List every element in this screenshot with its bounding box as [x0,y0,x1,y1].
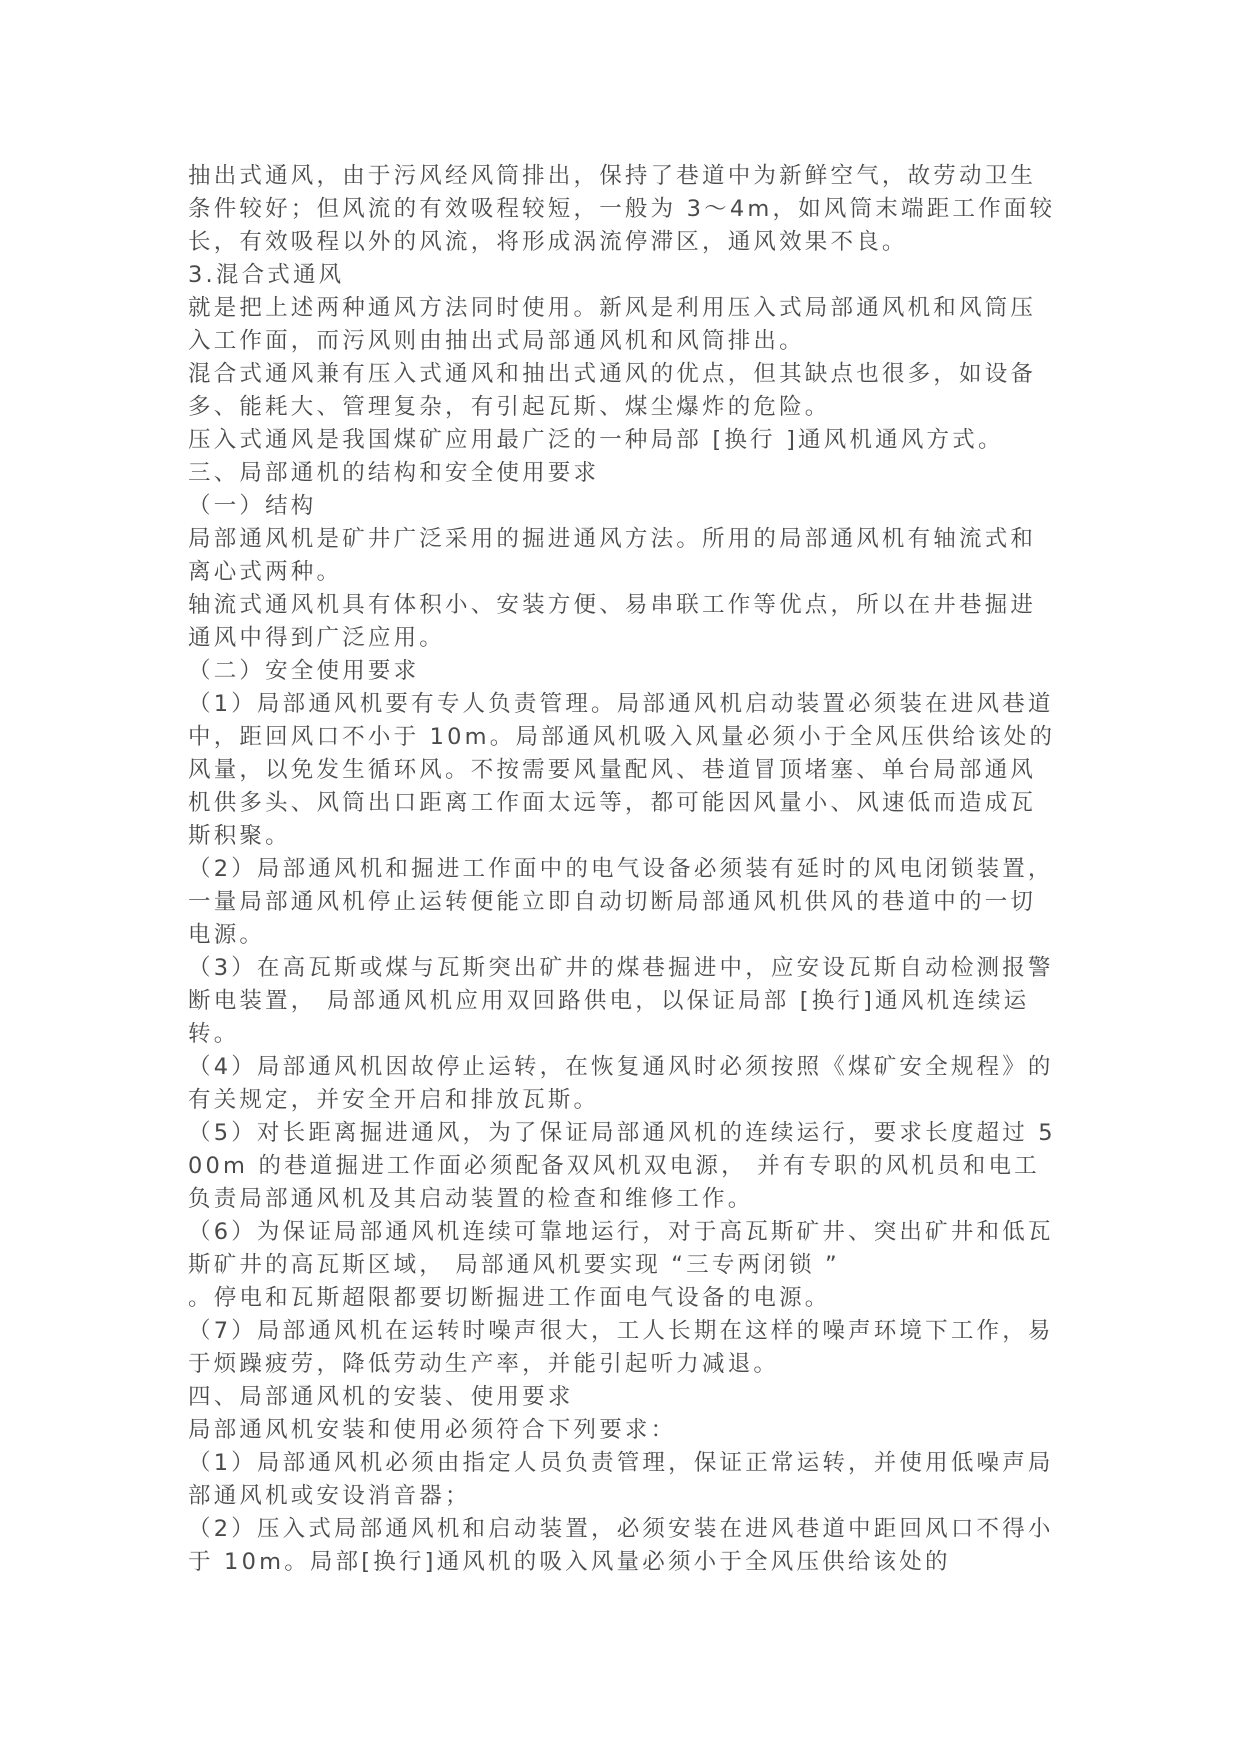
document-body [188,160,1058,1579]
paragraph-axial-fan: 轴流式通风机具有体积小、安装方便、易串联工作等优点，所以在井巷掘进通风中得到广泛应用。 [188,592,1037,651]
paragraph-requirement-3: （3）在高瓦斯或煤与瓦斯突出矿井的煤巷掘进中，应安设瓦斯自动检测报警断电装置， 局部通风机应用双回路供电，以保证局部 [换行]通风机连续运转。 [188,955,1054,1047]
paragraph-requirement-5: （5）对长距离掘进通风，为了保证局部通风机的连续运行，要求长度超过 500m 的巷道掘进工作面必须配备双风机双电源， 并有专职的风机员和电工负责局部通风机及其启动装置的检查和维修工作。 [188,1120,1056,1212]
paragraph-install-2: （2）压入式局部通风机和启动装置，必须安装在进风巷道中距回风口不得小于 10m。局部[换行]通风机的吸入风量必须小于全风压供给该处的 [188,1516,1054,1575]
heading-mixed-ventilation: 3.混合式通风 [188,262,345,288]
paragraph-forced-ventilation: 压入式通风是我国煤矿应用最广泛的一种局部 [换行 ]通风机通风方式。 [188,427,1004,453]
paragraph-requirement-6: （6）为保证局部通风机连续可靠地运行，对于高瓦斯矿井、突出矿井和低瓦斯矿井的高瓦斯区域， 局部通风机要实现 “三专两闭锁 ” [188,1219,1054,1278]
paragraph-mixed-definition: 就是把上述两种通风方法同时使用。新风是利用压入式局部通风机和风筒压入工作面，而污风则由抽出式局部通风机和风筒排出。 [188,295,1037,354]
heading-section-three: 三、局部通机的结构和安全使用要求 [188,460,600,486]
paragraph-mixed-pros-cons: 混合式通风兼有压入式通风和抽出式通风的优点，但其缺点也很多，如设备多、能耗大、管理复杂，有引起瓦斯、煤尘爆炸的危险。 [188,361,1037,420]
paragraph-requirement-6-continued: 。停电和瓦斯超限都要切断掘进工作面电气设备的电源。 [188,1285,831,1311]
paragraph-requirement-2: （2）局部通风机和掘进工作面中的电气设备必须装有延时的风电闭锁装置，一量局部通风机停止运转便能立即自动切断局部通风机供风的巷道中的一切电源。 [188,856,1054,948]
heading-structure: （一）结构 [188,493,317,519]
paragraph-fan-types: 局部通风机是矿井广泛采用的掘进通风方法。所用的局部通风机有轴流式和离心式两种。 [188,526,1037,585]
paragraph-requirement-7: （7）局部通风机在运转时噪声很大，工人长期在这样的噪声环境下工作，易于烦躁疲劳，降低劳动生产率，并能引起听力减退。 [188,1318,1054,1377]
paragraph-install-1: （1）局部通风机必须由指定人员负责管理，保证正常运转，并使用低噪声局部通风机或安设消音器； [188,1450,1054,1509]
paragraph-requirement-4: （4）局部通风机因故停止运转，在恢复通风时必须按照《煤矿安全规程》的有关规定，并安全开启和排放瓦斯。 [188,1054,1054,1113]
paragraph-install-intro: 局部通风机安装和使用必须符合下列要求： [188,1417,677,1443]
heading-section-four: 四、局部通风机的安装、使用要求 [188,1384,574,1410]
paragraph-requirement-1: （1）局部通风机要有专人负责管理。局部通风机启动装置必须装在进风巷道中，距回风口不小于 10m。局部通风机吸入风量必须小于全风压供给该处的风量，以免发生循环风。不按需要风量配风、巷道冒顶堵塞、单台局部通风机供多头、风筒出口距离工作面太远等，都可能因风量小、风速低而造成瓦斯积聚。 [188,691,1056,849]
heading-safety-requirements: （二）安全使用要求 [188,658,420,684]
paragraph-exhaust-ventilation: 抽出式通风，由于污风经风筒排出，保持了巷道中为新鲜空气，故劳动卫生条件较好；但风流的有效吸程较短，一般为 3～4m，如风筒末端距工作面较长，有效吸程以外的风流，将形成涡流停滞区，通风效果不良。 [188,163,1056,255]
